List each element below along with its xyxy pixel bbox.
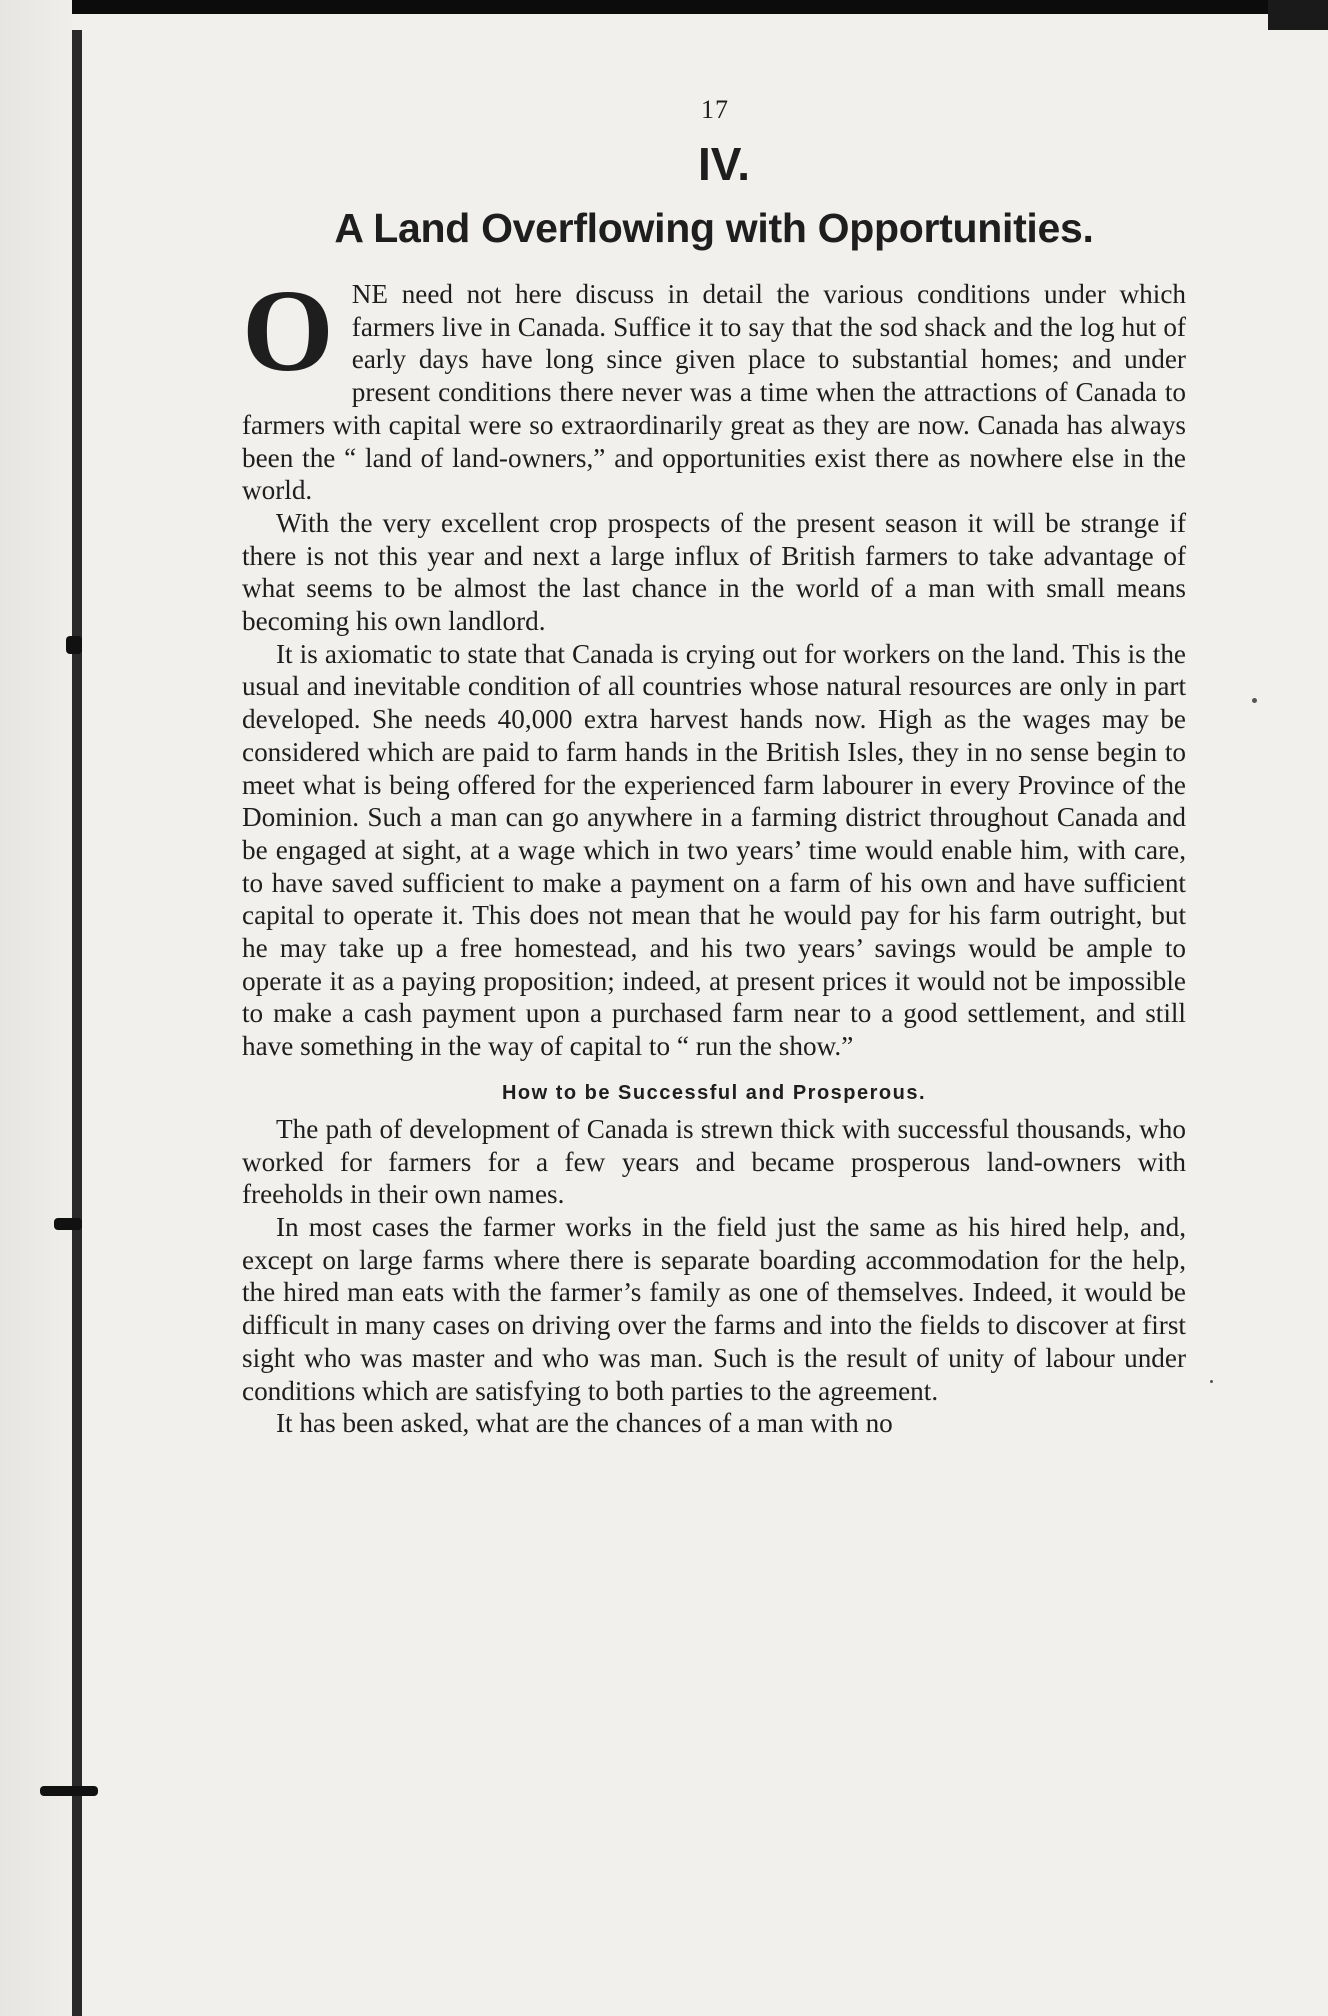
paper-speck	[1252, 698, 1257, 703]
page-number: 17	[701, 95, 729, 124]
scan-corner-shadow	[1268, 0, 1328, 30]
binding-spine	[72, 30, 82, 2016]
paragraph: With the very excellent crop prospects of the present season it will be strange if there is not this year and next a large influx of British farmers to take advantage of what seems to be almost the last chance in the world of a man with small means becoming his own landlord.	[242, 507, 1186, 637]
binding-shadow	[0, 0, 72, 2016]
paragraph: It is axiomatic to state that Canada is crying out for workers on the land. This is the usual and inevitable condition of all countries whose natural resources are only in part developed. She needs 40,000 extra harvest hands now. High as the wages may be considered which are paid to farm hands in the British Isles, they in no sense begin to meet what is being offered for the experienced farm labourer in every Province of the Dominion. Such a man can go anywhere in a farming district throughout Canada and be engaged at sight, at a wage which in two years’ time would enable him, with care, to have saved sufficient to make a payment on a farm of his own and have sufficient capital to operate it. This does not mean that he would pay for his farm outright, but he may take up a free homestead, and his two years’ savings would be ample to operate it as a paying proposition; indeed, at present prices it would not be impossible to make a cash payment upon a purchased farm near to a good settlement, and still have something in the way of capital to “ run the show.”	[242, 638, 1186, 1062]
paragraph: The path of development of Canada is strewn thick with successful thousands, who worked for farmers for a few years and became prosperous land-owners with freeholds in their own names.	[242, 1113, 1186, 1210]
section-subheading: How to be Successful and Prosperous.	[501, 1081, 927, 1104]
binding-stitch	[40, 1786, 98, 1796]
article-body	[242, 265, 1186, 1440]
book-page	[242, 90, 1186, 1440]
binding-stitch	[54, 1218, 82, 1230]
paragraph: In most cases the farmer works in the field just the same as his hired help, and, except on large farms where there is separate boarding accommodation for the help, the hired man eats with the farmer’s family as one of themselves. Indeed, it would be difficult in many cases on driving over the farms and into the fields to discover at first sight who was master and who was man. Such is the result of unity of labour under conditions which are satisfying to both parties to the agreement.	[242, 1211, 1186, 1406]
paragraph: It has been asked, what are the chances of a man with no	[276, 1408, 893, 1439]
paper-speck	[1210, 1380, 1213, 1383]
opening-paragraph	[242, 265, 1186, 507]
binding-stitch	[66, 636, 82, 654]
drop-cap: O	[242, 265, 334, 396]
scan-top-border	[0, 0, 1328, 14]
chapter-title: A Land Overflowing with Opportunities.	[334, 205, 1094, 251]
chapter-number: IV.	[697, 138, 751, 190]
opening-paragraph-text: NE need not here discuss in detail the various conditions under which farmers live in Canada. Suffice it to say that the sod shack and the log hut of early days have long since given place to substantial homes; and under present conditions there never was a time when the attractions of Canada to farmers with capital were so extraordinarily great as they are now. Canada has always been the “ land of land-owners,” and opportunities exist there as nowhere else in the world.	[242, 279, 1186, 506]
